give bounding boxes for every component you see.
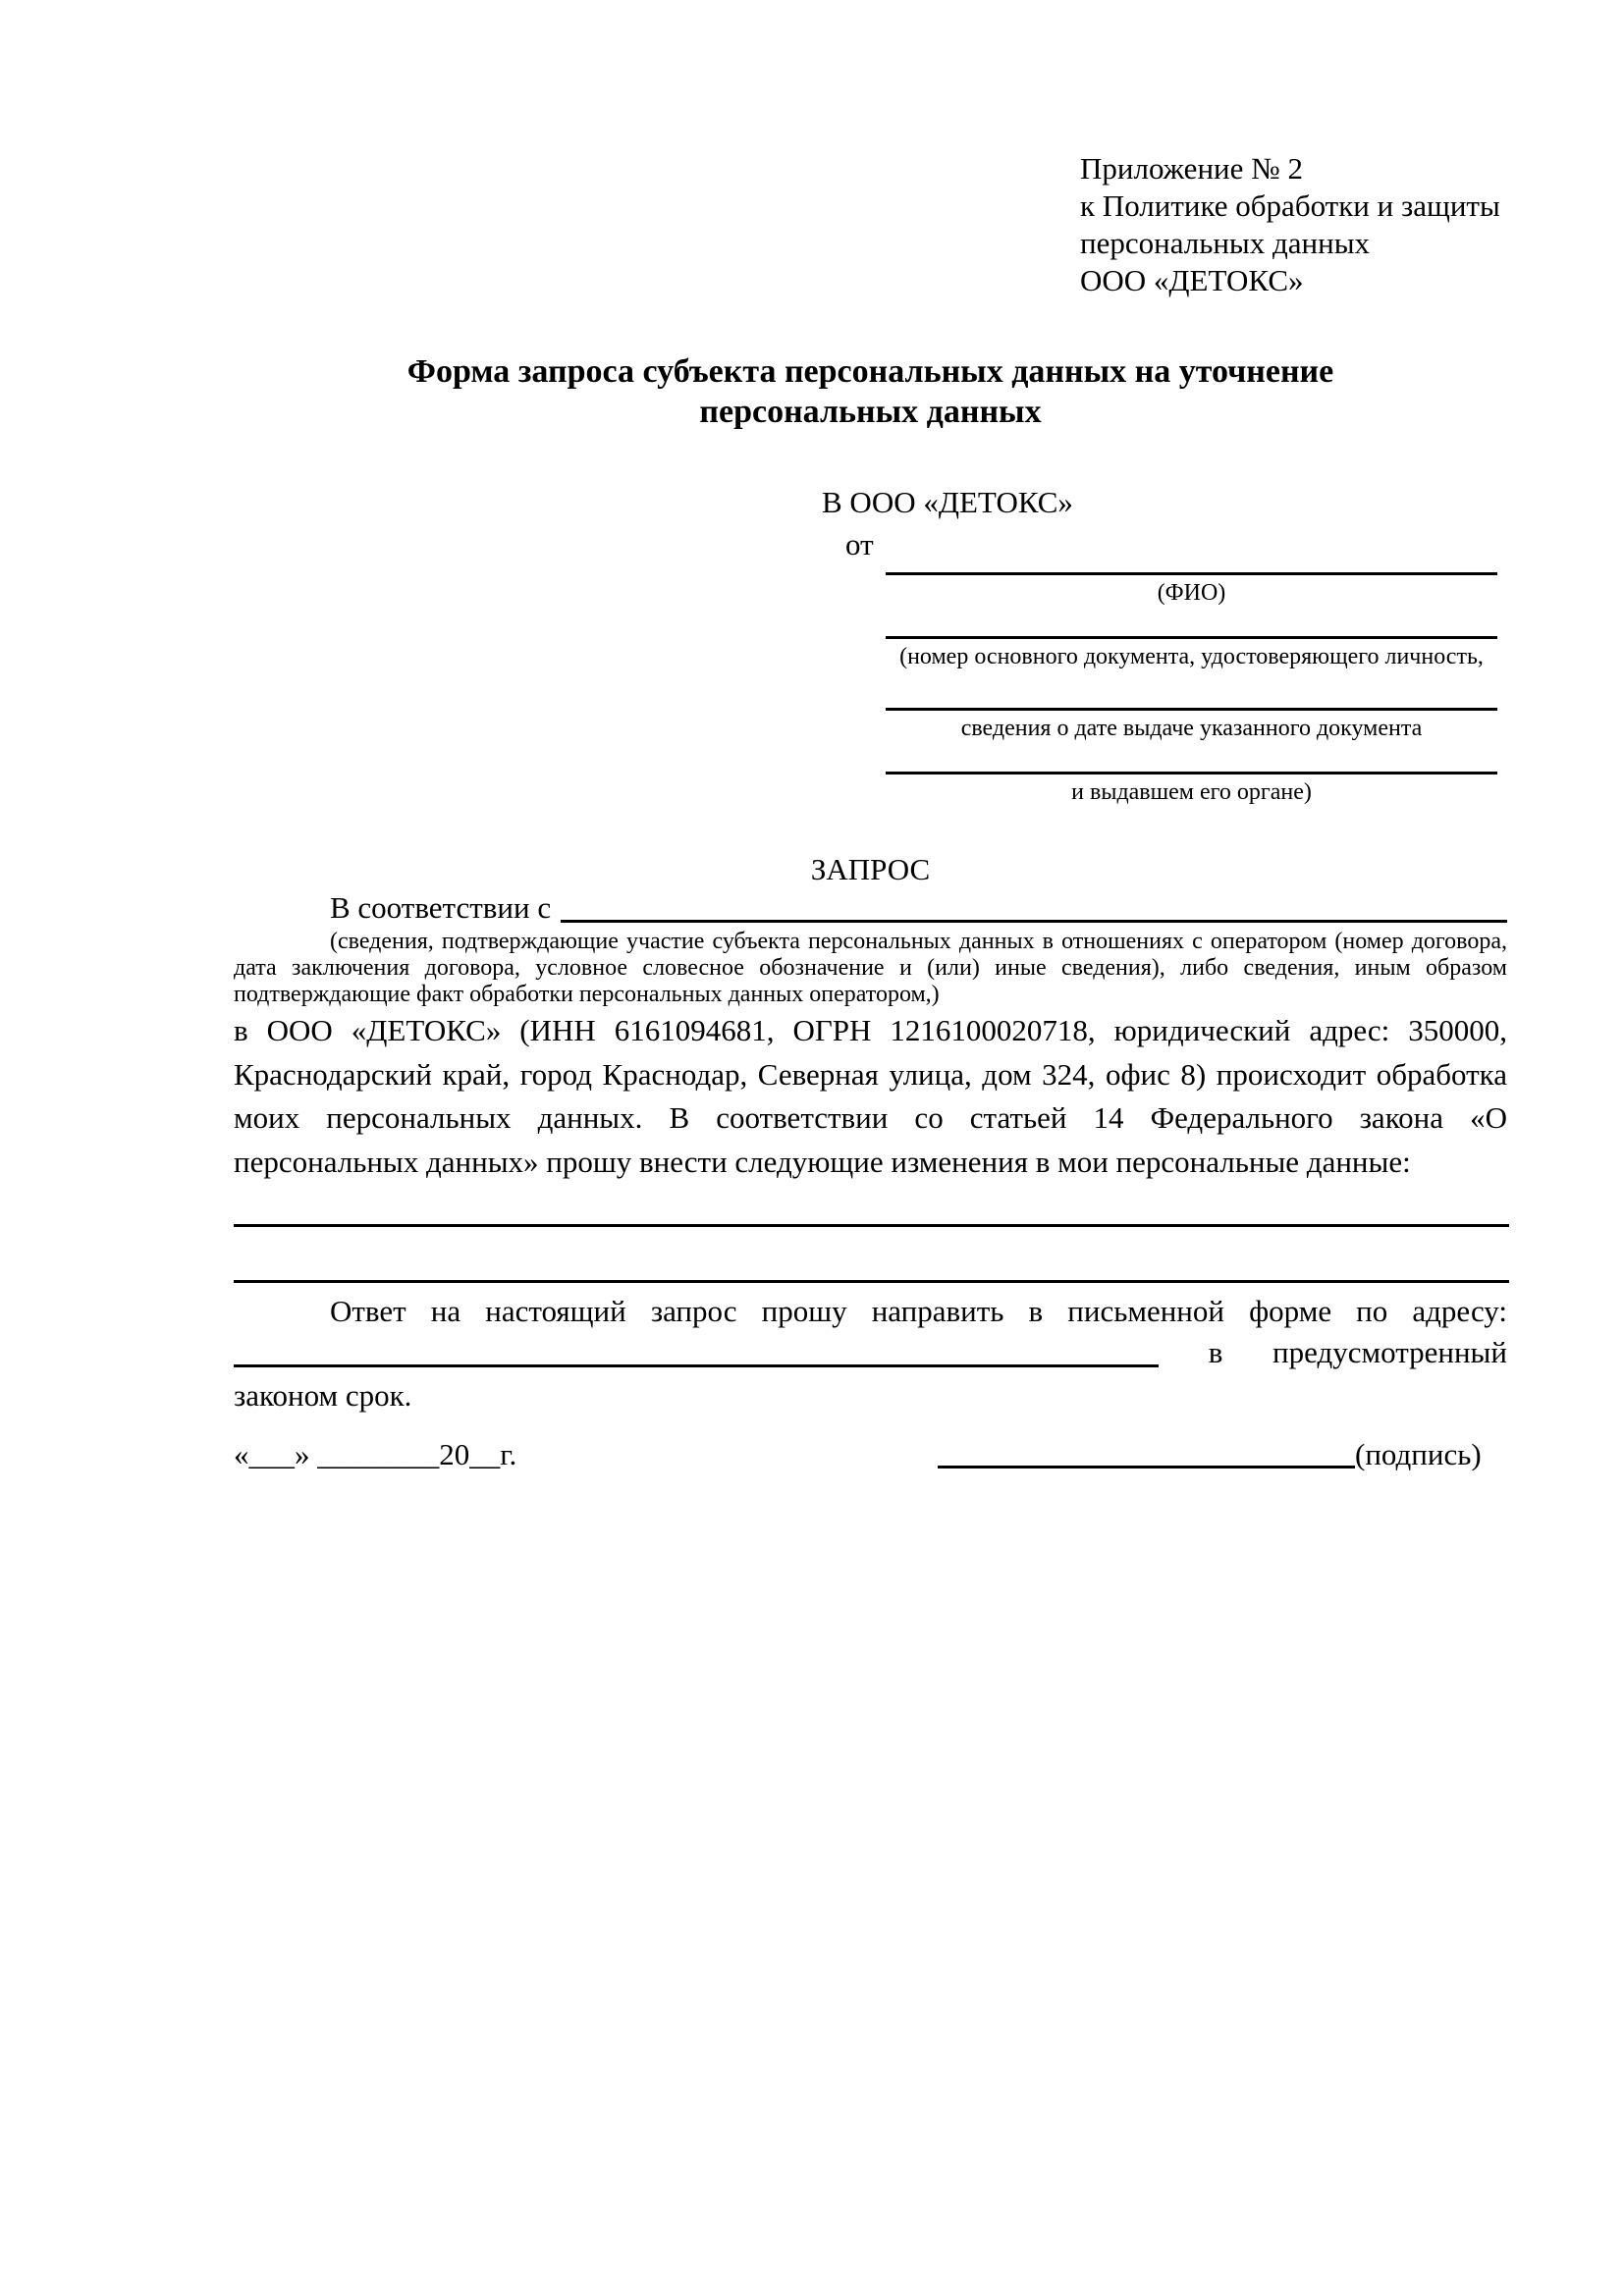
issue-date-caption: сведения о дате выдаче указанного документа [960,716,1423,741]
accordance-label: В соответствии с [330,890,552,925]
answer-paragraph: Ответ на настоящий запрос прошу направить в письменной форме по адресу: [330,1294,1507,1328]
answer-tail-word: предусмотренный [1272,1335,1507,1369]
answer-tail-line: законом срок. [234,1378,412,1413]
issuing-authority-blank-line [886,772,1497,774]
accordance-blank-line [561,920,1507,923]
address-blank-line [234,1364,1159,1367]
changes-blank-line-2 [234,1280,1509,1283]
page-title-line: Форма запроса субъекта персональных данных на уточнение [406,353,1334,390]
accordance-row [234,886,1507,930]
page-title [234,351,1507,432]
issue-date-blank-line [886,708,1497,711]
field-fio [886,572,1497,606]
signature-caption: (подпись) [1355,1437,1482,1471]
appendix-header-line: персональных данных [1080,226,1371,260]
request-body: в ООО «ДЕТОКС» (ИНН 6161094681, ОГРН 1216100020718, юридический адрес: 350000, Краснодарский край, город Краснодар, Северная улица, дом 324, офис 8) происходит обработка моих персональных данных. В соответствии со статьей 14 Федерального закона «О персональных данных» прошу внести следующие изменения в мои персональные данные: [234,1013,1507,1179]
field-document-number [886,636,1497,669]
recipient-org: В ООО «ДЕТОКС» [822,485,1073,519]
answer-tail-word: в [1208,1335,1223,1369]
request-heading: ЗАПРОС [810,852,931,886]
signature-block [938,1435,1482,1474]
document-number-blank-line [886,636,1497,639]
date-line: «___» ________20__г. [234,1437,517,1471]
clarification-note: (сведения, подтверждающие участие субъекта персональных данных в отношениях с оператором (номер договора, дата заключения договора, условное словесное обозначение и (или) иные сведения), либо сведения, иным образом подтверждающие факт обработки персональных данных оператором,) [234,929,1507,1007]
changes-blank-line-1 [234,1224,1509,1227]
field-issue-date [886,708,1497,741]
signature-blank-line [938,1466,1355,1468]
fio-blank-line [886,572,1497,575]
answer-address-row [234,1331,1507,1374]
field-issuing-authority [886,772,1497,805]
page-title-line: персональных данных [699,394,1042,430]
from-label: от [845,527,874,561]
appendix-header-line: ООО «ДЕТОКС» [1080,263,1304,297]
fio-caption: (ФИО) [1157,580,1226,606]
appendix-header-line: Приложение № 2 [1080,151,1303,186]
document-number-caption: (номер основного документа, удостоверяющего личность, [899,644,1484,669]
issuing-authority-caption: и выдавшем его органе) [1071,779,1312,805]
appendix-header-line: к Политике обработки и защиты [1080,188,1500,223]
appendix-header [1080,150,1500,299]
